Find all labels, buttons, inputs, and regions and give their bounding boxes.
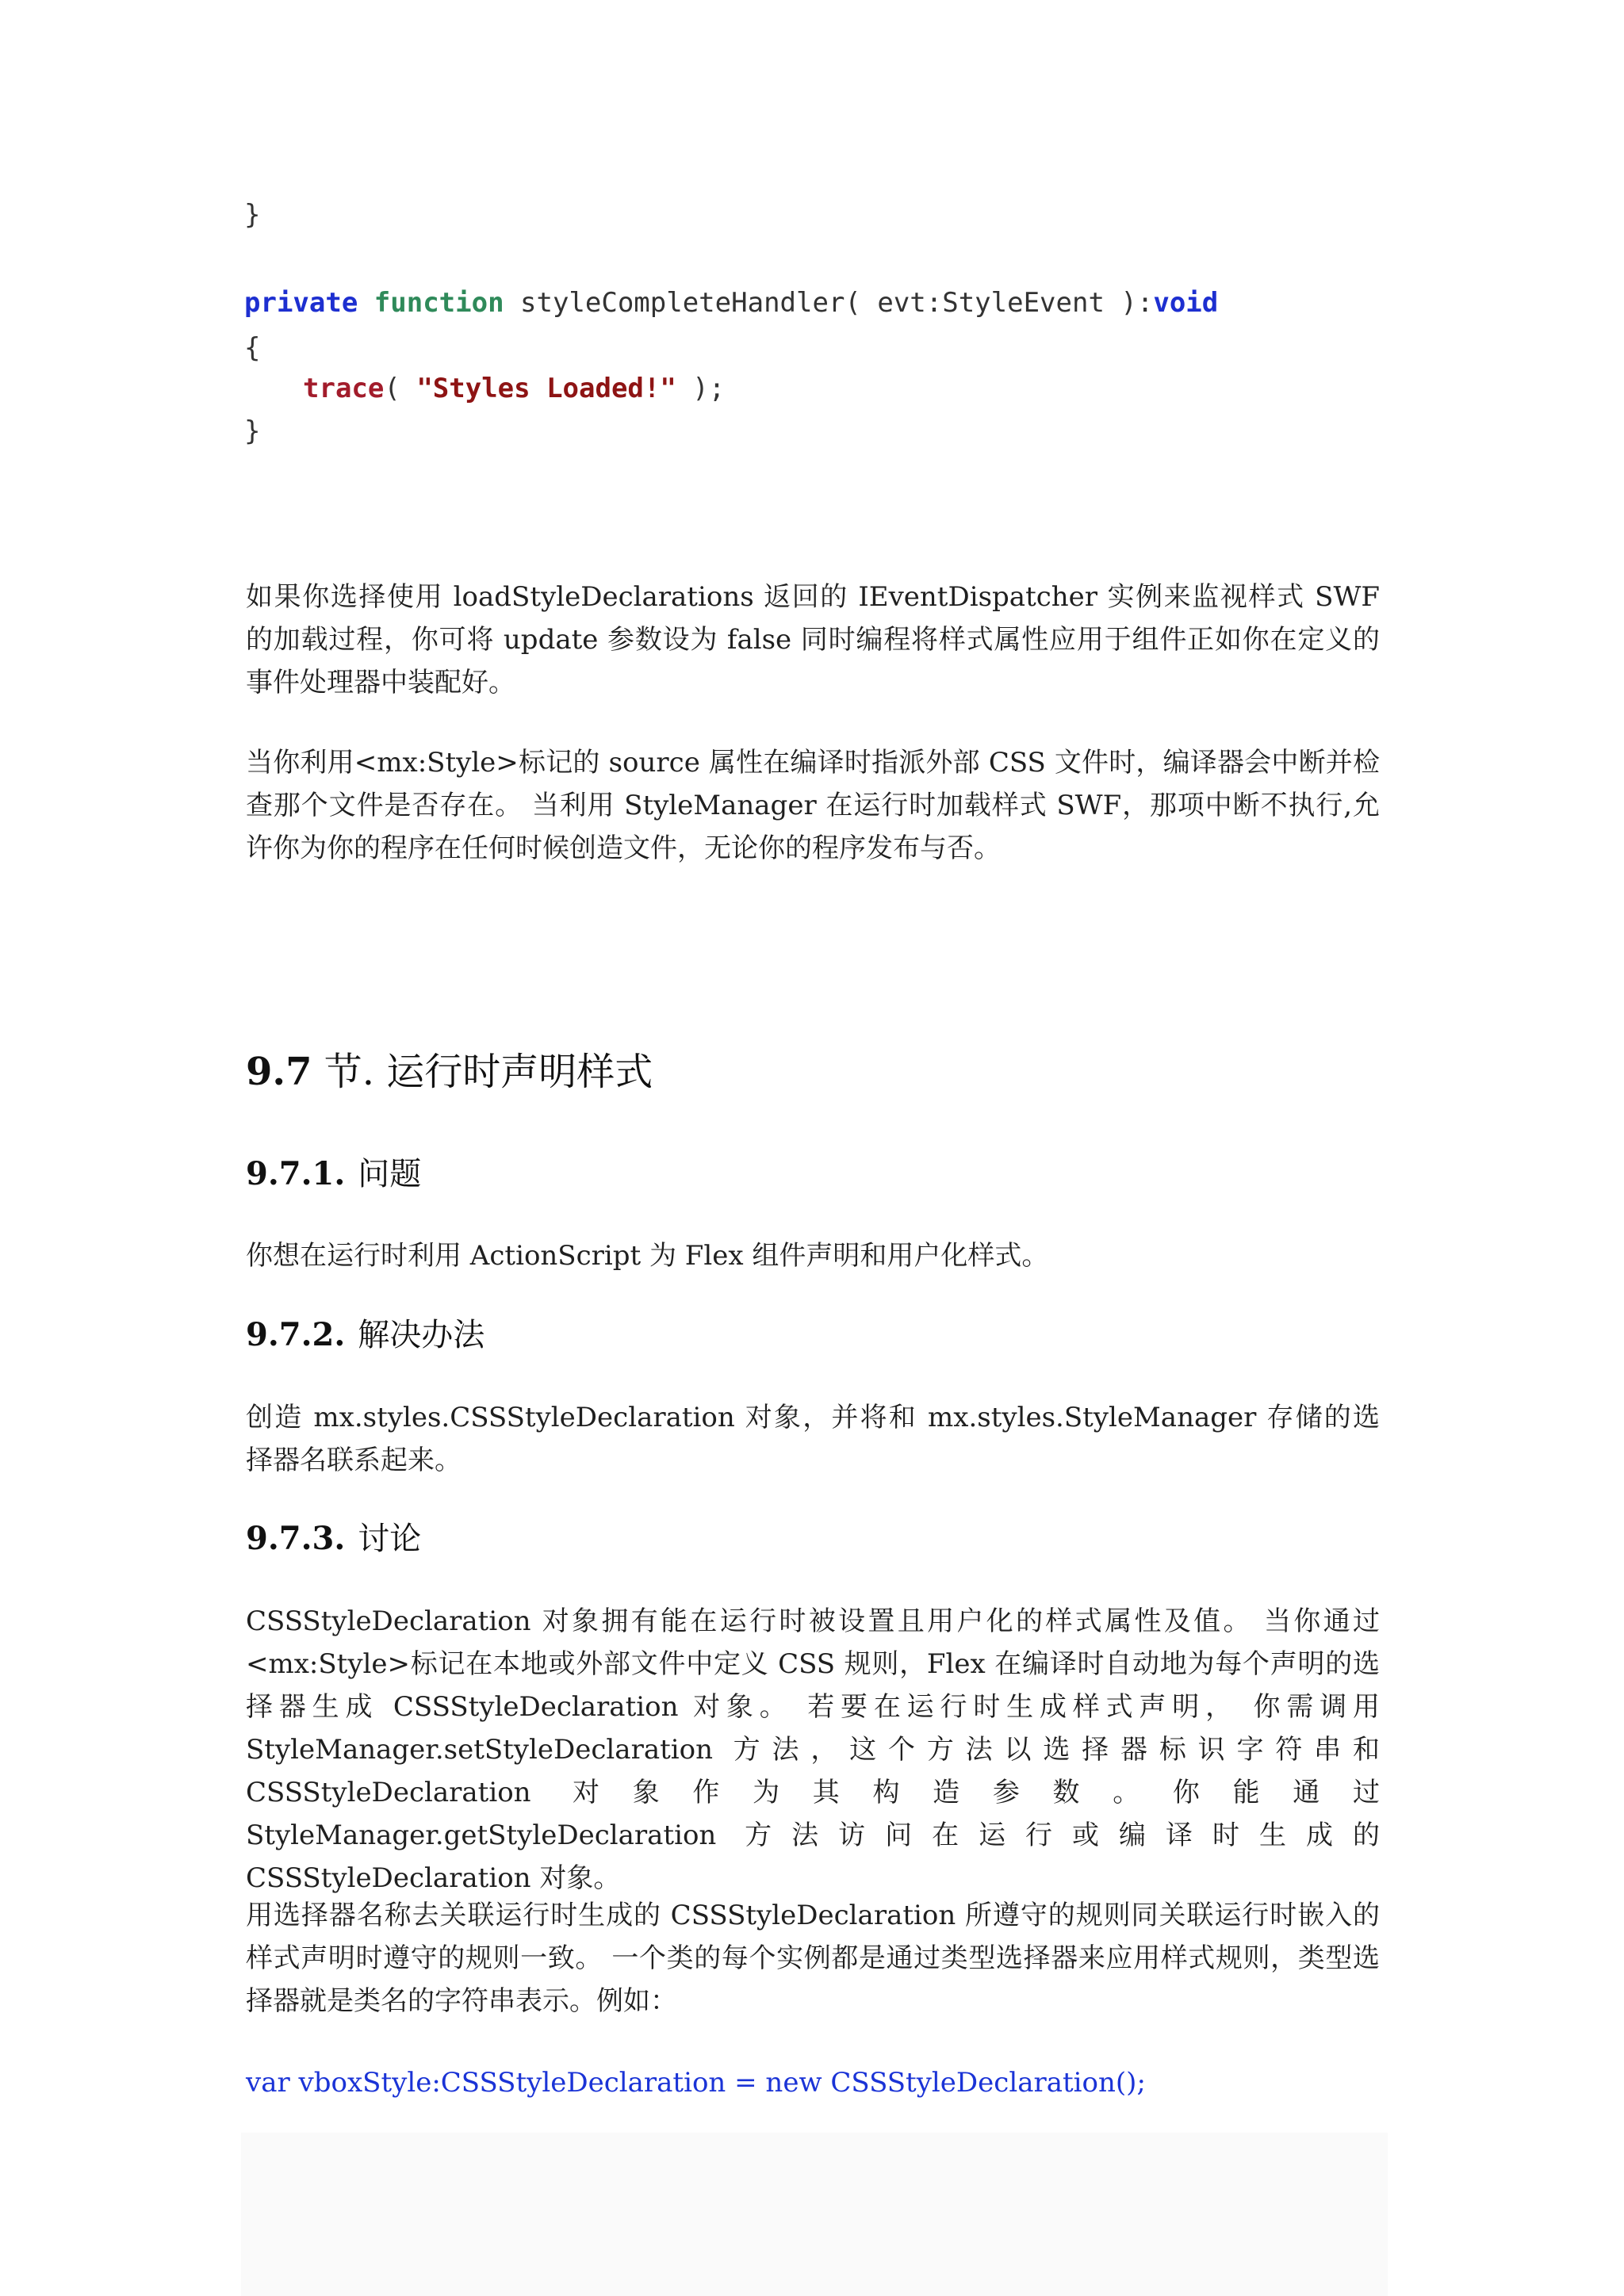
code-open-brace: { [244,332,261,364]
keyword-void: void [1153,287,1219,319]
string-literal: "Styles Loaded!" [416,373,676,404]
keyword-private: private [244,287,358,319]
solution-text: 创造 mx.styles.CSSStyleDeclaration 对象，并将和 mx.styles.StyleManager 存储的选择器名联系起来。 [246,1402,1380,1476]
handler-signature: styleCompleteHandler( evt:StyleEvent ): [504,287,1154,319]
code-example-line: var vboxStyle:CSSStyleDeclaration = new CSSStyleDeclaration(); [246,2067,1146,2099]
section-title: 节. 运行时声明样式 [312,1050,653,1094]
paragraph-load-style: 如果你选择使用 loadStyleDeclarations 返回的 IEventDispatcher 实例来监视样式 SWF 的加载过程，你可将 update 参数设为 false 同时编程将样式属性应用于组件正如你在定义的事件处理器中装配好。 [246,581,1380,698]
section-heading [246,1048,653,1096]
code-trace-line: trace( "Styles Loaded!" ); [303,373,726,404]
code-shade [241,2133,1388,2296]
subheading-discussion: 9.7.3. 讨论 [246,1520,422,1557]
discussion-text-1: CSSStyleDeclaration 对象拥有能在运行时被设置且用户化的样式属性及值。 当你通过<mx:Style>标记在本地或外部文件中定义 CSS 规则，Flex 在编译时自动地为每个声明的选择器生成 CSSStyleDeclaration 对象。 若要在运行时生成样式声明， 你需调用StyleManager.setStyleDeclaration 方法，这个方法以选择器标识字符串和CSSStyleDeclaration 对象作为其构造参数。你能通过 StyleManager.getStyleDeclaration 方法访问在运行或编译时生成的 CSSStyleDeclaration 对象。 [246,1605,1380,1894]
keyword-trace: trace [303,373,385,404]
paragraph-compile-time: 当你利用<mx:Style>标记的 source 属性在编译时指派外部 CSS 文件时，编译器会中断并检查那个文件是否存在。 当利用 StyleManager 在运行时加载样式 SWF，那项中断不执行,允许你为你的程序在任何时候创造文件，无论你的程序发布与否。 [246,747,1380,864]
code-function-signature [244,281,1218,324]
subheading-solution: 9.7.2. 解决办法 [246,1316,485,1353]
code-close-brace: } [244,415,261,447]
discussion-text-2: 用选择器名称去关联运行时生成的 CSSStyleDeclaration 所遵守的规则同关联运行时嵌入的样式声明时遵守的规则一致。 一个类的每个实例都是通过类型选择器来应用样式规则，类型选择器就是类名的字符串表示。例如： [246,1900,1380,2017]
keyword-function: function [373,287,504,319]
code-closing-brace-top: } [244,199,261,231]
subheading-problem: 9.7.1. 问题 [246,1155,422,1192]
problem-text: 你想在运行时利用 ActionScript 为 Flex 组件声明和用户化样式。 [246,1240,1049,1272]
section-number: 9.7 [246,1050,312,1094]
